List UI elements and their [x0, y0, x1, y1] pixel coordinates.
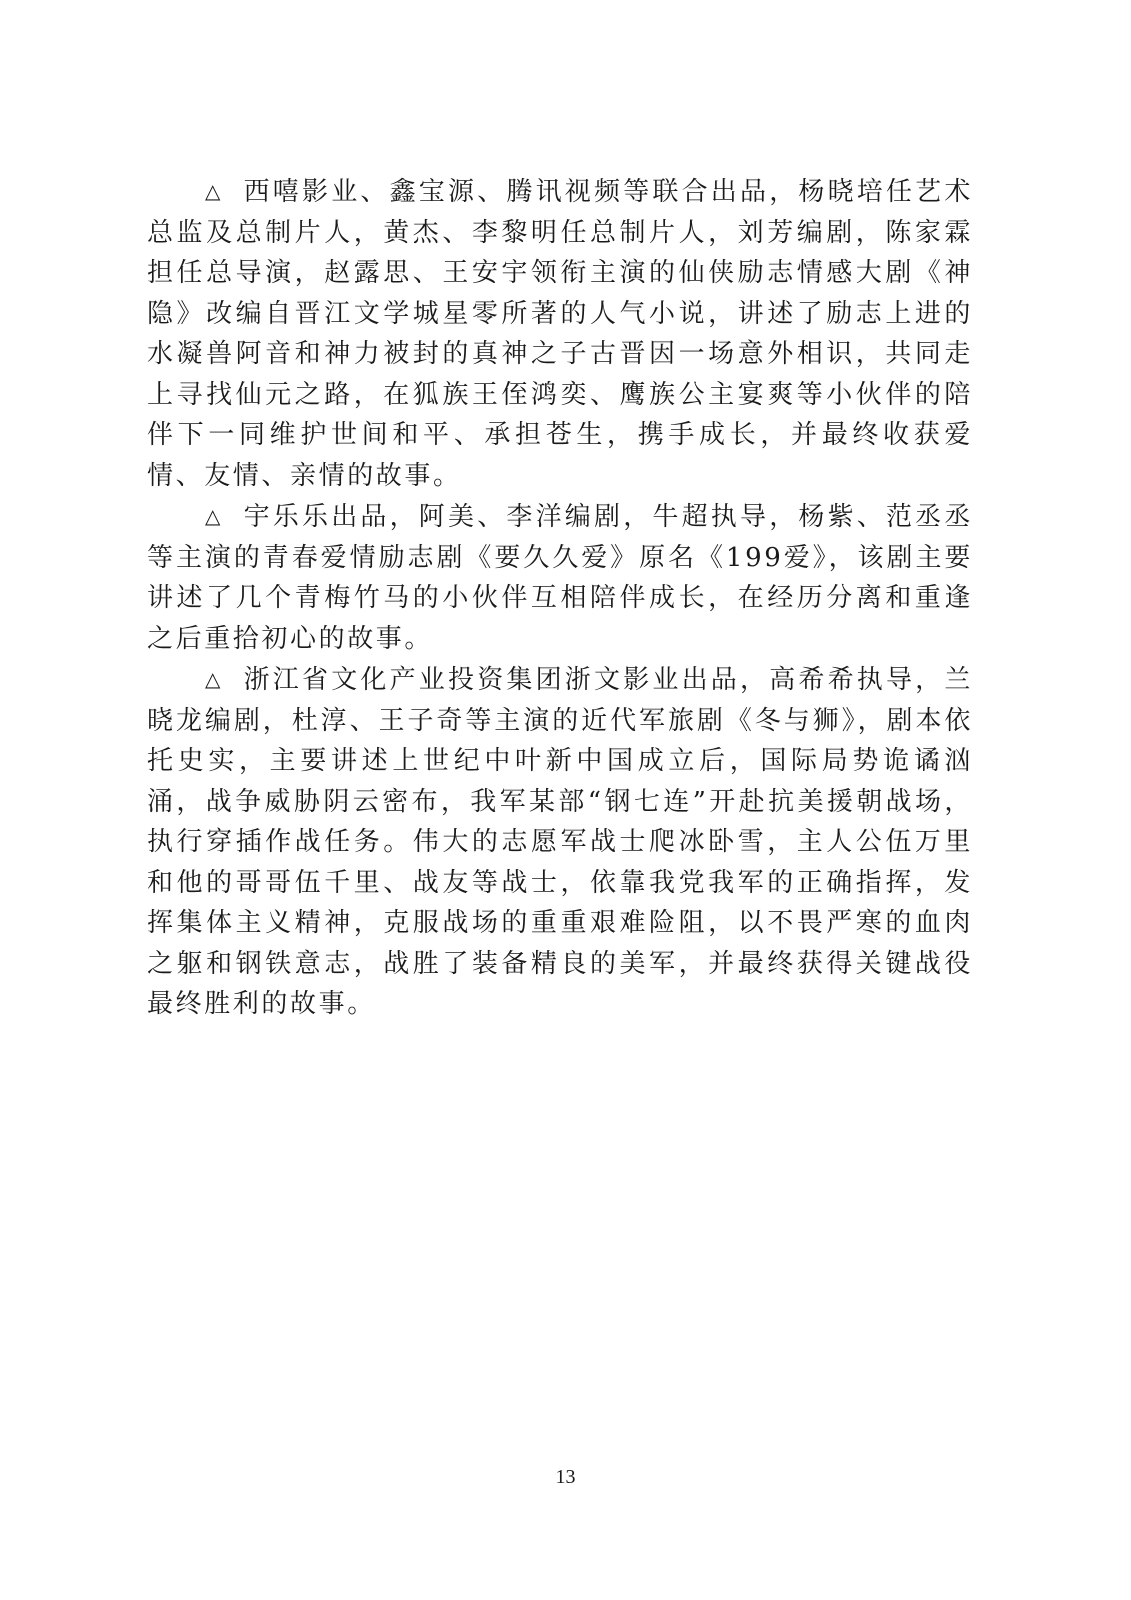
paragraph-shenyin	[147, 171, 973, 496]
paragraph-text: 西嘻影业、鑫宝源、腾讯视频等联合出品，杨晓培任艺术总监及总制片人，黄杰、李黎明任总制片人，刘芳编剧，陈家霖担任总导演，赵露思、王安宇领衔主演的仙侠励志情感大剧《神隐》改编自晋江文学城星零所著的人气小说，讲述了励志上进的水凝兽阿音和神力被封的真神之子古晋因一场意外相识，共同走上寻找仙元之路，在狐族王侄鸿奕、鹰族公主宴爽等小伙伴的陪伴下一同维护世间和平、承担苍生，携手成长，并最终收获爱情、友情、亲情的故事。	[147, 177, 973, 491]
paragraph-text: 浙江省文化产业投资集团浙文影业出品，高希希执导，兰晓龙编剧，杜淳、王子奇等主演的近代军旅剧《冬与狮》，剧本依托史实，主要讲述上世纪中叶新中国成立后，国际局势诡谲汹涌，战争威胁阴云密布，我军某部“钢七连”开赴抗美援朝战场，执行穿插作战任务。伟大的志愿军战士爬冰卧雪，主人公伍万里和他的哥哥伍千里、战友等战士，依靠我党我军的正确指挥，发挥集体主义精神，克服战场的重重艰难险阻，以不畏严寒的血肉之躯和钢铁意志，战胜了装备精良的美军，并最终获得关键战役最终胜利的故事。	[147, 665, 973, 1019]
paragraph-text: 宇乐乐出品，阿美、李洋编剧，牛超执导，杨紫、范丞丞等主演的青春爱情励志剧《要久久爱》原名《199爱》，该剧主要讲述了几个青梅竹马的小伙伴互相陪伴成长，在经历分离和重逢之后重拾初心的故事。	[147, 502, 973, 654]
paragraph-yaojiujiuai	[147, 496, 973, 659]
triangle-bullet-icon: △	[205, 179, 223, 203]
page-number: 13	[555, 1466, 576, 1488]
triangle-bullet-icon: △	[205, 504, 223, 528]
document-body	[147, 171, 973, 1025]
paragraph-dongyushi	[147, 659, 973, 1025]
triangle-bullet-icon: △	[205, 667, 223, 691]
